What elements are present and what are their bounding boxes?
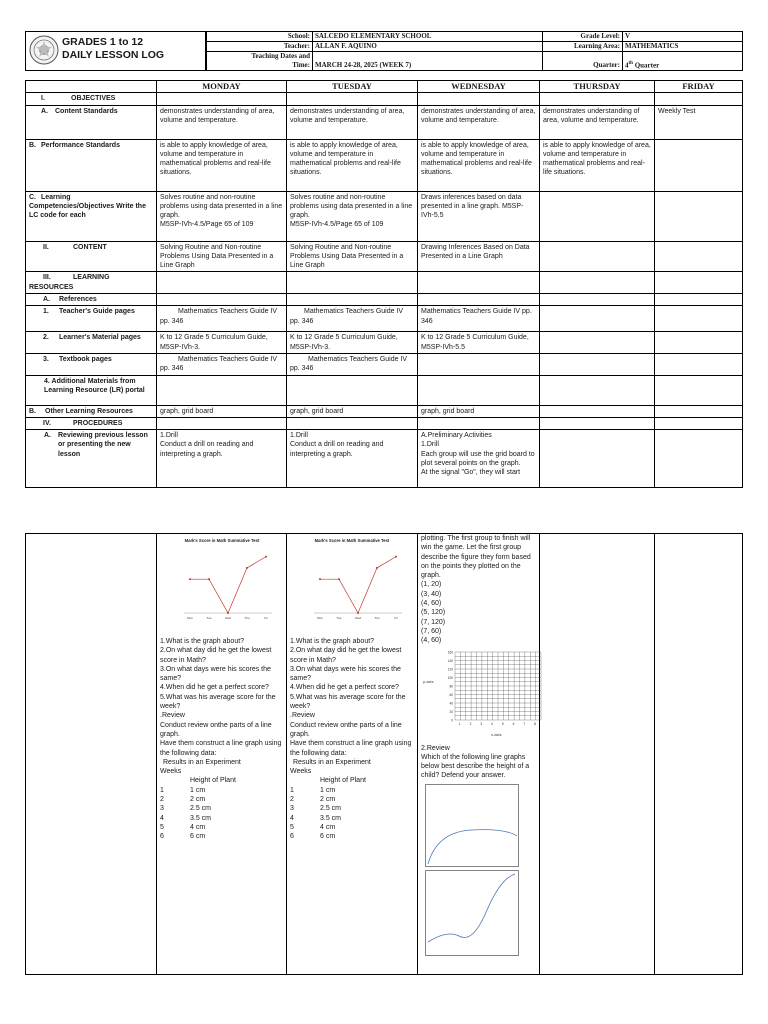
review-text: Conduct review onthe parts of a line graph.	[160, 721, 272, 738]
procedures-row	[26, 417, 743, 429]
score-series-line	[320, 557, 396, 613]
plant-data-tuesday	[290, 786, 414, 842]
grid-y-axis-label: y-axis	[423, 678, 434, 684]
textbook-row	[26, 353, 743, 375]
plant-data-row: 5 4 cm	[160, 823, 206, 831]
content-wednesday: Drawing Inferences Based on Data Presented in a Line Graph	[418, 241, 540, 272]
grid-x-tick: 8	[534, 721, 536, 726]
question-5: 5.What was his average score for the week?	[290, 693, 406, 711]
content-standards-row	[26, 105, 743, 139]
references-row	[26, 294, 743, 306]
continuation-wednesday	[418, 534, 540, 975]
grid-x-axis-label: x-axis	[491, 731, 502, 737]
review-heading: .Review	[160, 712, 185, 720]
additional-materials-label: 4. Additional Materials from Learning Resource (LR) portal	[26, 375, 157, 405]
content-standards-thursday: demonstrates understanding of area, volume and temperature.	[540, 105, 655, 139]
plant-data-row: 3 2.5 cm	[160, 805, 212, 813]
x-tick-wed: Wed	[354, 616, 362, 620]
day-tuesday: TUESDAY	[287, 81, 418, 93]
continuation-monday	[157, 534, 287, 975]
competencies-monday: Solves routine and non-routine problems using data presented in a line graph. M5SP-IVh-4.5/Page 65 of 109	[157, 191, 287, 241]
grid-x-tick: 6	[512, 721, 515, 726]
plot-point: (3, 40)	[421, 590, 442, 598]
grid-y-tick: 80	[449, 683, 453, 688]
competencies-row	[26, 191, 743, 241]
learning-resources-label: III. LEARNING RESOURCES	[26, 272, 157, 294]
plant-data-row: 3 2.5 cm	[290, 805, 342, 813]
content-row	[26, 241, 743, 272]
other-resources-row	[26, 405, 743, 417]
objectives-label: I. OBJECTIVES	[26, 93, 157, 105]
chart-title: Mark's Score in Math Summative Test	[184, 538, 259, 543]
teacher-label: Teacher:	[207, 42, 313, 52]
x-tick-thu: Thu	[243, 616, 250, 620]
school-value: SALCEDO ELEMENTARY SCHOOL	[313, 32, 543, 42]
reviewing-wednesday: A.Preliminary Activities 1.Drill Each group will use the grid board to plot several points on the graph. At the signal "Go", they will start	[418, 430, 540, 488]
deped-seal-icon	[29, 35, 59, 65]
score-point-wed	[357, 612, 359, 614]
grid-y-tick: 60	[449, 692, 453, 697]
x-tick-tue: Tue	[205, 616, 212, 620]
x-tick-tue: Tue	[336, 616, 342, 620]
plot-points-list	[421, 580, 536, 645]
plot-point: (4, 60)	[421, 637, 442, 645]
grid-y-tick: 140	[447, 658, 453, 663]
learning-resources-row	[26, 272, 743, 294]
experiment-title: Results in an Experiment	[163, 758, 241, 766]
grid-y-tick: 20	[449, 709, 453, 714]
review-2-question: Which of the following line graphs below best describe the height of a child? Defend your answer.	[421, 753, 530, 780]
teachers-guide-row	[26, 306, 743, 332]
x-tick-mon: Mon	[186, 616, 193, 620]
performance-standards-wednesday: is able to apply knowledge of area, volume and temperature in mathematical problems and real-life situations.	[418, 139, 540, 191]
question-4: 4.When did he get a perfect score?	[160, 684, 269, 692]
x-tick-thu: Thu	[374, 616, 380, 620]
review-instruction: Have them construct a line graph using the following data:	[160, 740, 282, 757]
content-standards-friday: Weekly Test	[655, 105, 743, 139]
day-friday: FRIDAY	[655, 81, 743, 93]
plot-point: (4, 60)	[421, 600, 442, 608]
question-2: 2.On what day did he get the lowest score in Math?	[160, 647, 272, 664]
quarter-value: 4th Quarter	[623, 52, 743, 71]
score-point-thu	[376, 567, 378, 569]
score-point-mon	[319, 578, 321, 580]
score-point-wed	[227, 612, 229, 614]
experiment-title: Results in an Experiment	[293, 758, 371, 766]
quarter-label: Quarter:	[543, 52, 623, 71]
content-standards-wednesday: demonstrates understanding of area, volume and temperature.	[418, 105, 540, 139]
form-subtitle: DAILY LESSON LOG	[62, 49, 165, 61]
question-2: 2.On what day did he get the lowest score in Math?	[290, 647, 402, 664]
textbook-tuesday: Mathematics Teachers Guide IV pp. 346	[287, 353, 418, 375]
grid-x-tick: 7	[523, 721, 526, 726]
growth-graph-choices	[425, 784, 519, 956]
plant-data-row: 5 4 cm	[290, 823, 336, 831]
learning-area-value: MATHEMATICS	[623, 42, 743, 52]
score-point-tue	[208, 578, 210, 580]
graph-choice-a	[426, 784, 519, 866]
grade-level-value: V	[623, 32, 743, 42]
content-monday: Solving Routine and Non-routine Problems Using Data Presented in a Line Graph	[157, 241, 287, 272]
lesson-log-continuation-table	[25, 533, 743, 975]
grade-level-label: Grade Level:	[543, 32, 623, 42]
performance-standards-monday: is able to apply knowledge of area, volume and temperature in mathematical problems and real-life situations.	[157, 139, 287, 191]
plant-data-row: 4 3.5 cm	[160, 814, 212, 822]
question-3: 3.On what days were his scores the same?	[160, 665, 271, 683]
other-resources-wednesday: graph, grid board	[418, 405, 540, 417]
teaching-dates-value: MARCH 24-28, 2025 (WEEK 7)	[313, 52, 543, 71]
plot-point: (5, 120)	[421, 609, 446, 617]
plant-data-row: 1 1 cm	[160, 786, 206, 794]
graph-choice-b	[426, 870, 519, 955]
chart-title: Mark's Score in Math Summative Test	[314, 538, 390, 543]
question-3: 3.On what days were his scores the same?	[290, 665, 401, 683]
additional-materials-row	[26, 375, 743, 405]
teachers-guide-label: 1. Teacher's Guide pages	[26, 306, 157, 332]
content-label: II. CONTENT	[26, 241, 157, 272]
performance-standards-label: B. Performance Standards	[26, 139, 157, 191]
day-monday: MONDAY	[157, 81, 287, 93]
x-tick-fri: Fri	[394, 616, 398, 620]
content-tuesday: Solving Routine and Non-routine Problems Using Data Presented in a Line Graph	[287, 241, 418, 272]
grid-y-tick: 120	[447, 666, 453, 671]
grid-x-tick: 2	[469, 721, 472, 726]
content-standards-tuesday: demonstrates understanding of area, volume and temperature.	[287, 105, 418, 139]
other-resources-label: B. Other Learning Resources	[26, 405, 157, 417]
review-text: Conduct review onthe parts of a line graph.	[290, 721, 402, 738]
weeks-label: Weeks	[160, 768, 182, 776]
question-5: 5.What was his average score for the week?	[160, 693, 276, 711]
wednesday-drill-continued: plotting. The first group to finish will win the game. Let the first group describe the figure they form based on the points they plotted on the graph.	[421, 535, 531, 580]
learning-area-label: Learning Area:	[543, 42, 623, 52]
teacher-value: ALLAN F. AQUINO	[313, 42, 543, 52]
review-2-heading: 2.Review	[421, 744, 450, 752]
competencies-tuesday: Solves routine and non-routine problems using data presented in a line graph. M5SP-IVh-4.5/Page 65 of 109	[287, 191, 418, 241]
plant-data-monday	[160, 786, 283, 842]
teachers-guide-wednesday: Mathematics Teachers Guide IV pp. 346	[418, 306, 540, 332]
competencies-label: C. Learning Competencies/Objectives Write the LC code for each	[26, 191, 157, 241]
score-point-mon	[189, 578, 191, 580]
competencies-wednesday: Draws inferences based on data presented in a line graph. M5SP-IVh-5.5	[418, 191, 540, 241]
lesson-log-table	[25, 80, 743, 488]
day-wednesday: WEDNESDAY	[418, 81, 540, 93]
textbook-label: 3. Textbook pages	[26, 353, 157, 375]
x-tick-fri: Fri	[263, 616, 268, 620]
score-line-chart-tuesday	[296, 535, 408, 630]
plant-data-row: 2 2 cm	[160, 796, 206, 804]
x-tick-mon: Mon	[317, 616, 323, 620]
reviewing-row	[26, 430, 743, 488]
grid-x-tick: 5	[501, 721, 504, 726]
performance-standards-row	[26, 139, 743, 191]
continuation-tuesday	[287, 534, 418, 975]
grid-y-tick: 100	[447, 675, 453, 680]
performance-standards-thursday: is able to apply knowledge of area, volume and temperature in mathematical problems and real-life situations.	[540, 139, 655, 191]
score-line-chart-monday	[166, 535, 278, 630]
performance-standards-tuesday: is able to apply knowledge of area, volume and temperature in mathematical problems and real-life situations.	[287, 139, 418, 191]
header-info-table	[206, 31, 743, 71]
header-title-box	[25, 31, 206, 71]
other-resources-tuesday: graph, grid board	[287, 405, 418, 417]
score-point-fri	[265, 556, 267, 558]
x-tick-wed: Wed	[224, 616, 231, 620]
plant-data-row: 6 6 cm	[290, 833, 336, 841]
day-thursday: THURSDAY	[540, 81, 655, 93]
plot-point: (7, 120)	[421, 618, 446, 626]
score-point-thu	[246, 567, 248, 569]
content-standards-monday: demonstrates understanding of area, volume and temperature.	[157, 105, 287, 139]
form-title: GRADES 1 to 12	[62, 36, 144, 48]
question-1: 1.What is the graph about?	[160, 638, 245, 645]
plot-point: (7, 60)	[421, 627, 442, 635]
reviewing-monday: 1.Drill Conduct a drill on reading and interpreting a graph.	[157, 430, 287, 488]
review-heading: .Review	[290, 712, 315, 720]
learners-material-wednesday: K to 12 Grade 5 Curriculum Guide, M5SP-IVh-5.5	[418, 332, 540, 354]
grid-x-tick: 1	[458, 721, 461, 726]
days-header-row	[26, 81, 743, 93]
learners-material-row	[26, 332, 743, 354]
grid-y-tick: 0	[451, 717, 453, 722]
question-1: 1.What is the graph about?	[290, 638, 375, 645]
plant-data-row: 1 1 cm	[290, 786, 336, 794]
reviewing-label: A. Reviewing previous lesson or presenting the new lesson	[26, 430, 157, 488]
grid-y-tick: 40	[449, 700, 453, 705]
question-4: 4.When did he get a perfect score?	[290, 684, 399, 692]
other-resources-monday: graph, grid board	[157, 405, 287, 417]
learners-material-monday: K to 12 Grade 5 Curriculum Guide, M5SP-IVh-3.	[157, 332, 287, 354]
teachers-guide-monday: Mathematics Teachers Guide IV pp. 346	[157, 306, 287, 332]
learners-material-tuesday: K to 12 Grade 5 Curriculum Guide, M5SP-IVh-3.	[287, 332, 418, 354]
score-point-fri	[395, 556, 397, 558]
textbook-monday: Mathematics Teachers Guide IV pp. 346	[157, 353, 287, 375]
reviewing-tuesday: 1.Drill Conduct a drill on reading and interpreting a graph.	[287, 430, 418, 488]
score-series-line	[190, 557, 266, 613]
content-standards-label: A. Content Standards	[26, 105, 157, 139]
weeks-label: Weeks	[290, 768, 312, 776]
learners-material-label: 2. Learner's Material pages	[26, 332, 157, 354]
grid-x-tick: 4	[491, 721, 493, 726]
objectives-row	[26, 93, 743, 105]
plant-data-row: 6 6 cm	[160, 833, 206, 841]
procedures-label: IV. PROCEDURES	[26, 417, 157, 429]
plot-point: (1, 20)	[421, 581, 442, 589]
score-point-tue	[338, 578, 340, 580]
teachers-guide-tuesday: Mathematics Teachers Guide IV pp. 346	[287, 306, 418, 332]
grid-x-tick: 3	[480, 721, 483, 726]
grid-y-tick: 160	[447, 649, 453, 654]
school-label: School:	[207, 32, 313, 42]
height-label: Height of Plant	[190, 777, 236, 785]
references-label: A. References	[26, 294, 157, 306]
height-label: Height of Plant	[320, 777, 366, 785]
review-instruction: Have them construct a line graph using the following data:	[290, 740, 412, 757]
teaching-dates-label: Teaching Dates and Time:	[207, 52, 313, 71]
plant-data-row: 2 2 cm	[290, 796, 336, 804]
grid-board	[421, 646, 545, 738]
plant-data-row: 4 3.5 cm	[290, 814, 342, 822]
